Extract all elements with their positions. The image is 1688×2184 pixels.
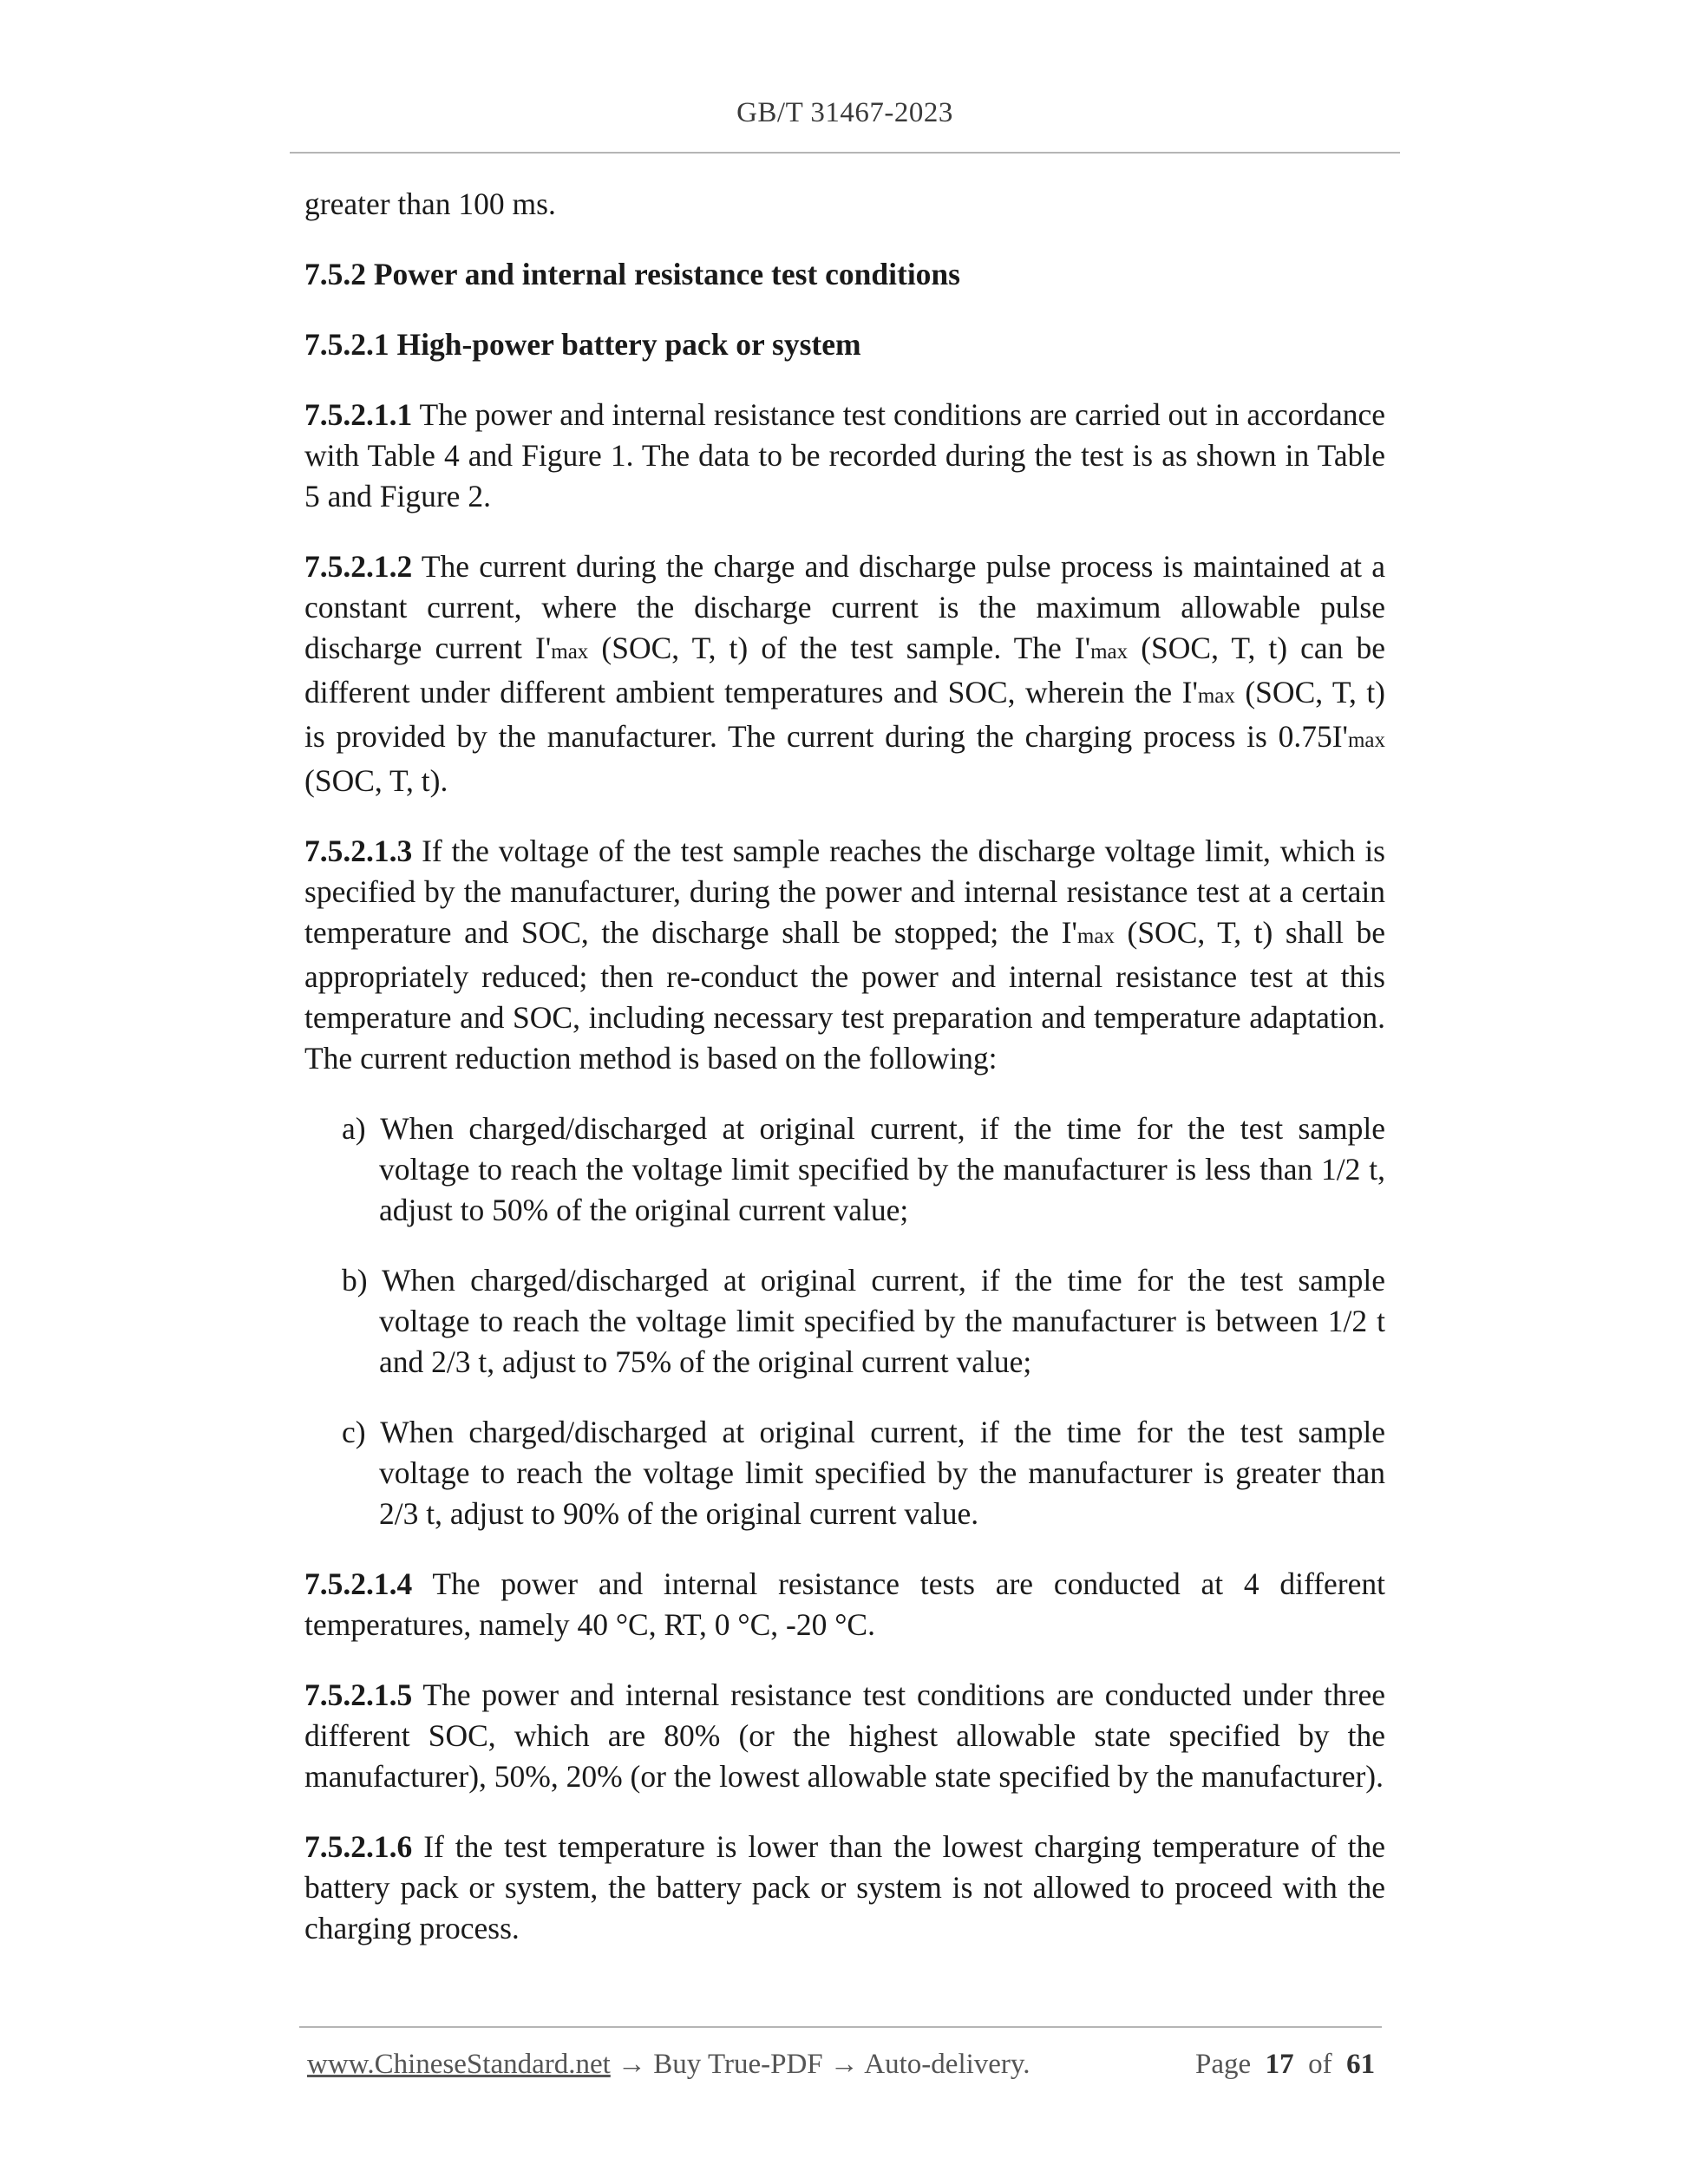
clause-text: (SOC, T, t) shall be appropriately reduced; then re-conduct the power and internal resistance test at this temperature and SOC, including necessary test preparation and temperature adaptation. The current reduction method is based on the following:: [304, 915, 1385, 1076]
current-page: 17: [1265, 2049, 1294, 2080]
clause-text: If the test temperature is lower than the lowest charging temperature of the battery pack or system, the battery pack or system is not allowed to proceed with the charging process.: [304, 1829, 1385, 1945]
footer-promo: [307, 2049, 1030, 2081]
clause-7-5-2-1-5: [304, 1675, 1385, 1797]
subscript-max: max: [1076, 925, 1115, 948]
list-item-b: b) When charged/discharged at original current, if the time for the test sample voltage to reach the voltage limit specified by the manufacturer is between 1/2 t and 2/3 t, adjust to 75% of the original current value;: [342, 1263, 1385, 1379]
clause-text: (SOC, T, t) of the test sample. The I': [588, 631, 1091, 665]
subscript-max: max: [1197, 684, 1235, 708]
clause-number: 7.5.2.1.3: [304, 834, 413, 868]
list-item-c: c) When charged/discharged at original current, if the time for the test sample voltage to reach the voltage limit specified by the manufacturer is greater than 2/3 t, adjust to 90% of the original current value.: [342, 1415, 1385, 1531]
continuation-text: greater than 100 ms.: [304, 186, 556, 221]
total-pages: 61: [1346, 2049, 1376, 2080]
clause-text: (SOC, T, t) is provided by the manufacturer. The current during the charging process is 0.75I': [304, 675, 1385, 754]
clause-text: The current during the charge and discharge pulse process is maintained at a constant current, where the discharge current is the maximum allowable pulse discharge current I': [304, 549, 1385, 665]
clause-text: The power and internal resistance tests are conducted at 4 different temperatures, namely 40 °C, RT, 0 °C, -20 °C.: [304, 1566, 1385, 1642]
of-label: of: [1308, 2049, 1332, 2080]
document-header: GB/T 31467-2023: [736, 97, 953, 128]
subscript-max: max: [1090, 640, 1129, 664]
clause-number: 7.5.2.1.2: [304, 549, 413, 584]
clause-text: (SOC, T, t).: [304, 763, 448, 798]
footer-divider: [299, 2026, 1382, 2028]
clause-text: (SOC, T, t) can be different under different ambient temperatures and SOC, wherein the I': [304, 631, 1385, 709]
page-label: Page: [1195, 2049, 1252, 2080]
clause-7-5-2-1-3: [304, 831, 1385, 1079]
clause-7-5-2-1-4: [304, 1564, 1385, 1645]
section-heading-7-5-2-1: 7.5.2.1 High-power battery pack or system: [304, 327, 861, 362]
clause-7-5-2-1-1: [304, 395, 1385, 517]
section-heading-7-5-2: 7.5.2 Power and internal resistance test conditions: [304, 257, 960, 291]
clause-7-5-2-1-6: [304, 1827, 1385, 1949]
clause-number: 7.5.2.1.6: [304, 1829, 413, 1864]
clause-7-5-2-1-2: [304, 546, 1385, 801]
header-divider: [290, 152, 1400, 154]
clause-number: 7.5.2.1.4: [304, 1566, 413, 1601]
clause-text: If the voltage of the test sample reaches the discharge voltage limit, which is specified by the manufacturer, during the power and internal resistance test at a certain temperature and SOC, the discharge shall be stopped; the I': [304, 834, 1385, 950]
clause-text: The power and internal resistance test conditions are carried out in accordance with Table 4 and Figure 1. The data to be recorded during the test is as shown in Table 5 and Figure 2.: [304, 397, 1385, 513]
page-body: [304, 184, 1385, 1949]
list-item-a: a) When charged/discharged at original current, if the time for the test sample voltage to reach the voltage limit specified by the manufacturer is less than 1/2 t, adjust to 50% of the original current value;: [342, 1111, 1385, 1227]
clause-number: 7.5.2.1.5: [304, 1677, 413, 1712]
clause-number: 7.5.2.1.1: [304, 397, 413, 432]
website-link[interactable]: www.ChineseStandard.net: [307, 2049, 611, 2080]
footer-promo-text: → Buy True-PDF → Auto-delivery.: [610, 2049, 1030, 2080]
subscript-max: max: [551, 640, 589, 664]
page-indicator: [1195, 2049, 1375, 2081]
subscript-max: max: [1347, 729, 1385, 752]
clause-text: The power and internal resistance test conditions are conducted under three different SOC, which are 80% (or the highest allowable state specified by the manufacturer), 50%, 20% (or the lowest allowable state specified by the manufacturer).: [304, 1677, 1385, 1794]
